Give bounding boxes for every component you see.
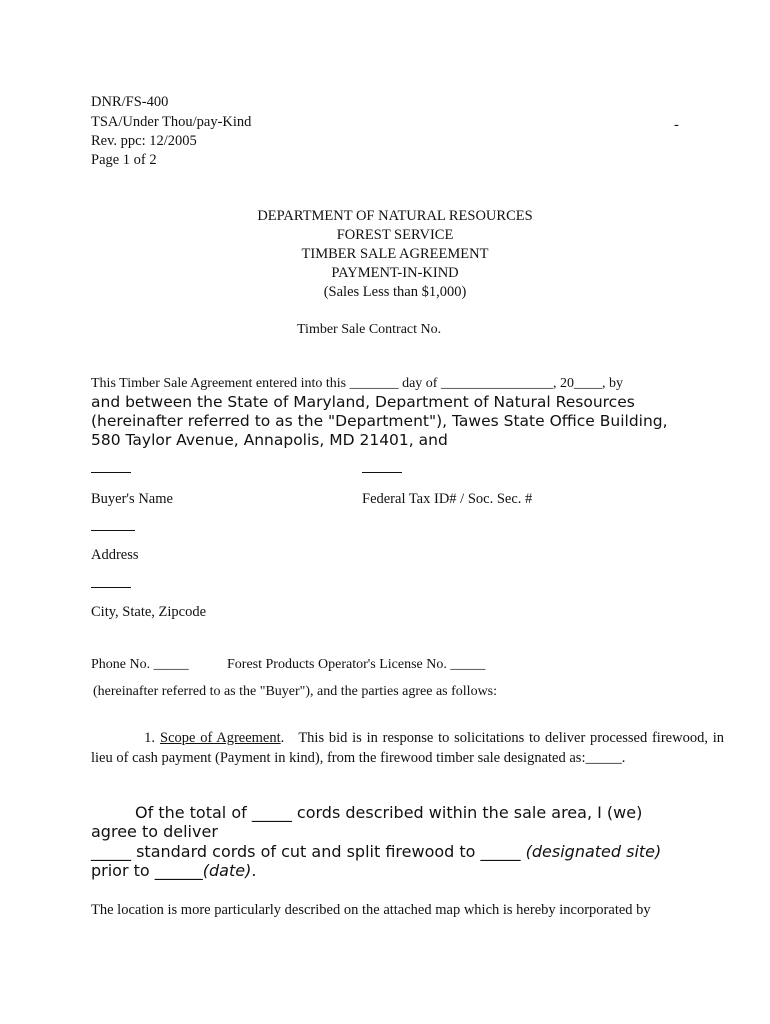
intro-line-4: 580 Taylor Avenue, Annapolis, MD 21401, and <box>91 431 448 449</box>
delivery-line-4 <box>91 861 256 880</box>
buyer-name-line[interactable] <box>91 472 131 473</box>
section-1-heading: Scope of Agreement <box>160 730 281 746</box>
city-state-zip-label: City, State, Zipcode <box>91 604 207 620</box>
title-forest-service: FOREST SERVICE <box>336 227 454 243</box>
revision-date: Rev. ppc: 12/2005 <box>91 133 197 149</box>
section-1-text: This bid is in response to solicitations to deliver processed firewood, in lieu of cash payment (Payment in kind), from the firewood timber sale designated as:_____. <box>91 730 724 766</box>
delivery-period: . <box>251 861 257 880</box>
delivery-line-1: Of the total of _____ cords described within the sale area, I (we) <box>135 803 643 822</box>
form-type: TSA/Under Thou/pay-Kind <box>91 114 252 130</box>
license-field: Forest Products Operator's License No. _____ <box>227 657 486 672</box>
location-paragraph: The location is more particularly described on the attached map which is hereby incorporated by <box>91 902 651 918</box>
address-line[interactable] <box>91 530 135 531</box>
title-department: DEPARTMENT OF NATURAL RESOURCES <box>257 208 533 224</box>
title-payment-in-kind: PAYMENT-IN-KIND <box>331 265 459 281</box>
address-label: Address <box>91 547 139 563</box>
delivery-date-label: (date) <box>202 861 252 880</box>
delivery-line-3-text: _____ standard cords of cut and split firewood to _____ <box>91 842 521 861</box>
buyer-name-label: Buyer's Name <box>91 491 173 507</box>
title-sales-limit: (Sales Less than $1,000) <box>323 284 467 300</box>
corner-mark: - <box>674 117 679 133</box>
title-agreement: TIMBER SALE AGREEMENT <box>301 246 489 262</box>
intro-line-2: and between the State of Maryland, Department of Natural Resources <box>91 393 635 411</box>
intro-line-1: This Timber Sale Agreement entered into this _______ day of ________________, 20____, by <box>91 376 623 391</box>
delivery-prior-to: prior to ______ <box>91 861 203 880</box>
tax-id-label: Federal Tax ID# / Soc. Sec. # <box>362 491 533 507</box>
phone-field: Phone No. _____ <box>91 657 189 672</box>
intro-line-3: (hereinafter referred to as the "Department"), Tawes State Office Building, <box>91 412 668 430</box>
designated-site-label: (designated site) <box>525 842 662 861</box>
contract-number-label: Timber Sale Contract No. <box>297 322 442 337</box>
city-state-zip-line[interactable] <box>91 587 131 588</box>
form-id: DNR/FS-400 <box>91 94 169 110</box>
section-1-number: 1. <box>144 730 155 746</box>
delivery-line-3 <box>91 842 661 861</box>
tax-id-line[interactable] <box>362 472 402 473</box>
section-1-paragraph: 1. Scope of Agreement. This bid is in response to solicitations to deliver processed firewood, in lieu of cash payment (Payment in kind), from the firewood timber sale designated as:_____. <box>91 730 724 766</box>
delivery-line-2: agree to deliver <box>91 822 218 841</box>
hereinafter-buyer: (hereinafter referred to as the "Buyer"), and the parties agree as follows: <box>93 684 498 699</box>
page-number: Page 1 of 2 <box>91 152 157 168</box>
